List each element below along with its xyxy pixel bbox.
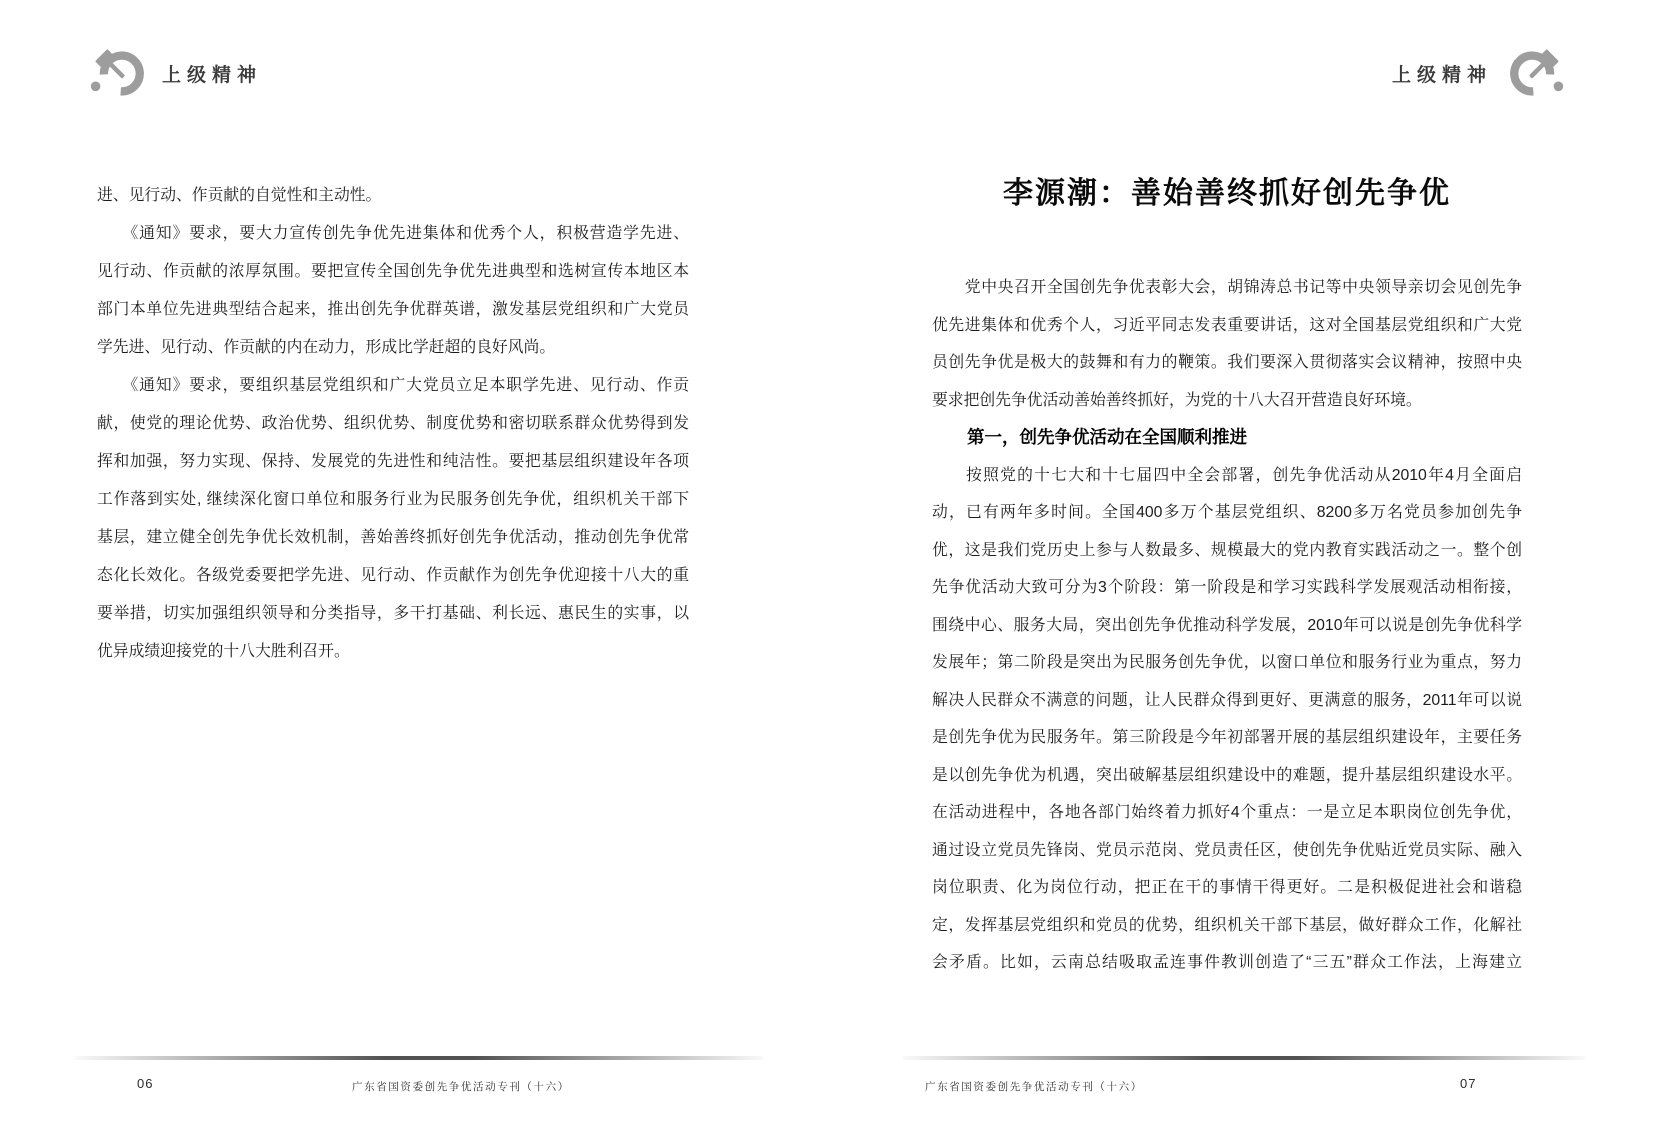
text-line: 进、见行动、作贡献的自觉性和主动性。 (97, 187, 382, 204)
header-left (86, 44, 262, 103)
article-title: 李源潮：善始善终抓好创先争优 (1003, 177, 1451, 210)
text-line: 发展年；第二阶段是突出为民服务创先争优，以窗口单位和服务行业为重点，努力 (932, 654, 1522, 671)
text-line: 定，发挥基层党组织和党员的优势，组织机关干部下基层，做好群众工作，化解社 (932, 916, 1522, 934)
text-line: 在活动进程中，各地各部门始终着力抓好4个重点：一是立足本职岗位创先争优， (932, 804, 1522, 821)
text-line: 要求把创先争优活动善始善终抓好，为党的十八大召开营造良好环境。 (932, 391, 1422, 409)
page-number-left: 06 (137, 1076, 154, 1091)
party-emblem-icon (86, 44, 150, 103)
journal-footer-left: 广东省国资委创先争优活动专刊（十六） (352, 1081, 570, 1093)
text-line: 是以创先争优为机遇，突出破解基层组织建设中的难题，提升基层组织建设水平。 (932, 766, 1522, 784)
text-line: 解决人民群众不满意的问题，让人民群众得到更好、更满意的服务，2011年可以说 (932, 691, 1522, 709)
footer-rule-left (75, 1056, 763, 1060)
section-heading: 第一，创先争优活动在全国顺利推进 (932, 427, 1247, 447)
text-line: 部门本单位先进典型结合起来，推出创先争优群英谱，激发基层党组织和广大党员 (97, 301, 689, 318)
text-line: 岗位职责、化为岗位行动，把正在干的事情干得更好。二是积极促进社会和谐稳 (932, 879, 1522, 896)
text-line: 围绕中心、服务大局，突出创先争优推动科学发展，2010年可以说是创先争优科学 (932, 616, 1522, 634)
text-line: 按照党的十七大和十七届四中全会部署，创先争优活动从2010年4月全面启 (932, 466, 1522, 484)
text-line: 动，已有两年多时间。全国400多万个基层党组织、8200多万名党员参加创先争 (932, 504, 1522, 521)
text-line: 优先进集体和优秀个人，习近平同志发表重要讲话，这对全国基层党组织和广大党 (932, 316, 1522, 334)
party-emblem-icon (1504, 44, 1568, 103)
journal-footer-right: 广东省国资委创先争优活动专刊（十六） (925, 1081, 1143, 1093)
text-line: 基层，建立健全创先争优长效机制，善始善终抓好创先争优活动，推动创先争优常 (97, 529, 689, 546)
text-line: 《通知》要求，要组织基层党组织和广大党员立足本职学先进、见行动、作贡 (97, 377, 689, 394)
text-line: 员创先争优是极大的鼓舞和有力的鞭策。我们要深入贯彻落实会议精神，按照中央 (932, 354, 1522, 371)
header-right (1392, 44, 1568, 103)
left-page-text-column (97, 177, 689, 671)
text-line: 通过设立党员先锋岗、党员示范岗、党员责任区，使创先争优贴近党员实际、融入 (932, 841, 1522, 859)
text-line: 先争优活动大致可分为3个阶段：第一阶段是和学习实践科学发展观活动相衔接， (932, 579, 1522, 596)
text-line: 学先进、见行动、作贡献的内在动力，形成比学赶超的良好风尚。 (97, 339, 556, 356)
text-line: 献，使党的理论优势、政治优势、组织优势、制度优势和密切联系群众优势得到发 (97, 415, 689, 432)
text-line: 优异成绩迎接党的十八大胜利召开。 (97, 643, 350, 660)
right-page-text-column (932, 269, 1522, 982)
text-line: 工作落到实处, 继续深化窗口单位和服务行业为民服务创先争优，组织机关干部下 (97, 491, 689, 508)
text-line: 会矛盾。比如，云南总结吸取孟连事件教训创造了“三五”群众工作法，上海建立 (932, 954, 1522, 971)
text-line: 态化长效化。各级党委要把学先进、见行动、作贡献作为创先争优迎接十八大的重 (97, 567, 689, 584)
text-line: 见行动、作贡献的浓厚氛围。要把宣传全国创先争优先进典型和选树宣传本地区本 (97, 263, 689, 280)
text-line: 优，这是我们党历史上参与人数最多、规模最大的党内教育实践活动之一。整个创 (932, 541, 1522, 559)
text-line: 是创先争优为民服务年。第三阶段是今年初部署开展的基层组织建设年，主要任务 (932, 729, 1522, 746)
text-line: 党中央召开全国创先争优表彰大会，胡锦涛总书记等中央领导亲切会见创先争 (932, 279, 1522, 296)
text-line: 要举措，切实加强组织领导和分类指导，多干打基础、利长远、惠民生的实事，以 (97, 605, 689, 622)
page-number-right: 07 (1460, 1076, 1477, 1091)
section-label-left: 上级精神 (162, 65, 263, 86)
footer-rule-right (903, 1056, 1585, 1060)
text-line: 挥和加强，努力实现、保持、发展党的先进性和纯洁性。要把基层组织建设年各项 (97, 453, 689, 470)
text-line: 《通知》要求，要大力宣传创先争优先进集体和优秀个人，积极营造学先进、 (97, 225, 689, 242)
section-label-right: 上级精神 (1391, 65, 1492, 86)
